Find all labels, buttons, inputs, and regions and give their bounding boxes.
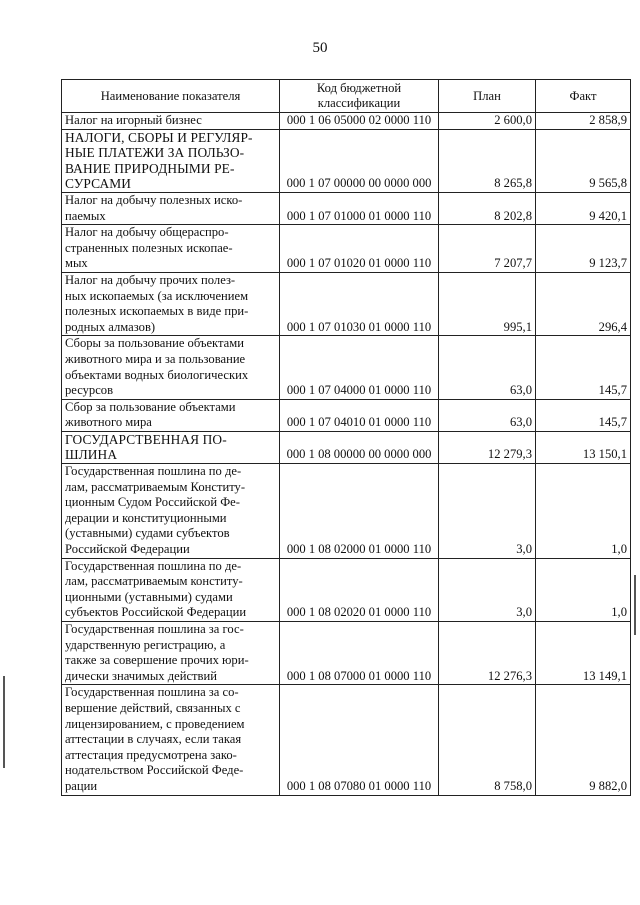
table-row: [62, 464, 631, 559]
row-name-cell: Налог на добычу прочих полез- ных ископаемых (за исключением полезных ископаемых в виде при- родных алмазов): [62, 272, 280, 335]
row-name-cell: Государственная пошлина по де- лам, рассматриваемым конститу- ционными (уставными) судами субъектов Российской Федерации: [62, 558, 280, 621]
row-code-cell: 000 1 08 07000 01 0000 110: [280, 622, 439, 685]
row-code-cell: 000 1 08 00000 00 0000 000: [280, 431, 439, 463]
table-row: [62, 225, 631, 273]
row-name-cell: Государственная пошлина за со- вершение действий, связанных с лицензированием, с проведением аттестации в случаях, если такая аттестация предусмотрена зако- нодательством Российской Феде- рации: [62, 685, 280, 795]
table-row: [62, 685, 631, 795]
row-fact-cell: 9 420,1: [536, 192, 631, 224]
table-row: [62, 558, 631, 621]
row-plan-cell: 3,0: [439, 464, 536, 559]
table-row: [62, 129, 631, 192]
table-row: [62, 336, 631, 399]
row-fact-cell: 9 882,0: [536, 685, 631, 795]
row-code-cell: 000 1 07 01020 01 0000 110: [280, 225, 439, 273]
row-name-cell: Налог на добычу общераспро- страненных полезных ископае- мых: [62, 225, 280, 273]
row-plan-cell: 8 758,0: [439, 685, 536, 795]
row-plan-cell: 12 276,3: [439, 622, 536, 685]
header-plan: План: [439, 80, 536, 113]
table-row: [62, 192, 631, 224]
row-plan-cell: 7 207,7: [439, 225, 536, 273]
row-plan-cell: 8 265,8: [439, 129, 536, 192]
row-plan-cell: 8 202,8: [439, 192, 536, 224]
row-fact-cell: 1,0: [536, 464, 631, 559]
header-budget-code: Код бюджетной классификации: [280, 80, 439, 113]
row-fact-cell: 145,7: [536, 399, 631, 431]
table-row: [62, 113, 631, 130]
row-fact-cell: 13 150,1: [536, 431, 631, 463]
row-name-cell: Налог на добычу полезных иско- паемых: [62, 192, 280, 224]
row-fact-cell: 13 149,1: [536, 622, 631, 685]
row-code-cell: 000 1 07 01000 01 0000 110: [280, 192, 439, 224]
row-name-cell: Налог на игорный бизнес: [62, 113, 280, 130]
row-name-cell: Государственная пошлина по де- лам, рассматриваемым Конститу- ционным Судом Российской Фе- дерации и конституционными (уставными) судами субъектов Российской Федерации: [62, 464, 280, 559]
row-code-cell: 000 1 06 05000 02 0000 110: [280, 113, 439, 130]
row-plan-cell: 12 279,3: [439, 431, 536, 463]
table-header-row: [62, 80, 631, 113]
table-body: [62, 113, 631, 796]
row-plan-cell: 2 600,0: [439, 113, 536, 130]
row-plan-cell: 3,0: [439, 558, 536, 621]
row-code-cell: 000 1 07 04010 01 0000 110: [280, 399, 439, 431]
header-fact: Факт: [536, 80, 631, 113]
row-code-cell: 000 1 07 01030 01 0000 110: [280, 272, 439, 335]
row-plan-cell: 63,0: [439, 336, 536, 399]
row-fact-cell: 1,0: [536, 558, 631, 621]
row-name-cell: Сбор за пользование объектами животного мира: [62, 399, 280, 431]
row-fact-cell: 9 565,8: [536, 129, 631, 192]
row-plan-cell: 995,1: [439, 272, 536, 335]
row-fact-cell: 145,7: [536, 336, 631, 399]
row-name-cell: ГОСУДАРСТВЕННАЯ ПО- ШЛИНА: [62, 431, 280, 463]
row-fact-cell: 2 858,9: [536, 113, 631, 130]
table-row: [62, 399, 631, 431]
row-name-cell: Сборы за пользование объектами животного мира и за пользование объектами водных биологических ресурсов: [62, 336, 280, 399]
row-code-cell: 000 1 08 07080 01 0000 110: [280, 685, 439, 795]
budget-table: [61, 79, 631, 796]
row-plan-cell: 63,0: [439, 399, 536, 431]
row-code-cell: 000 1 07 04000 01 0000 110: [280, 336, 439, 399]
table-row: [62, 272, 631, 335]
row-name-cell: НАЛОГИ, СБОРЫ И РЕГУЛЯР- НЫЕ ПЛАТЕЖИ ЗА ПОЛЬЗО- ВАНИЕ ПРИРОДНЫМИ РЕ- СУРСАМИ: [62, 129, 280, 192]
table-row: [62, 622, 631, 685]
row-fact-cell: 296,4: [536, 272, 631, 335]
row-name-cell: Государственная пошлина за гос- ударственную регистрацию, а также за совершение прочих юри- дически значимых действий: [62, 622, 280, 685]
row-fact-cell: 9 123,7: [536, 225, 631, 273]
margin-mark-left: [3, 676, 5, 768]
table-row: [62, 431, 631, 463]
header-indicator-name: Наименование показателя: [62, 80, 280, 113]
margin-mark-right: [634, 575, 636, 635]
page-number: 50: [312, 40, 328, 56]
row-code-cell: 000 1 07 00000 00 0000 000: [280, 129, 439, 192]
row-code-cell: 000 1 08 02020 01 0000 110: [280, 558, 439, 621]
row-code-cell: 000 1 08 02000 01 0000 110: [280, 464, 439, 559]
